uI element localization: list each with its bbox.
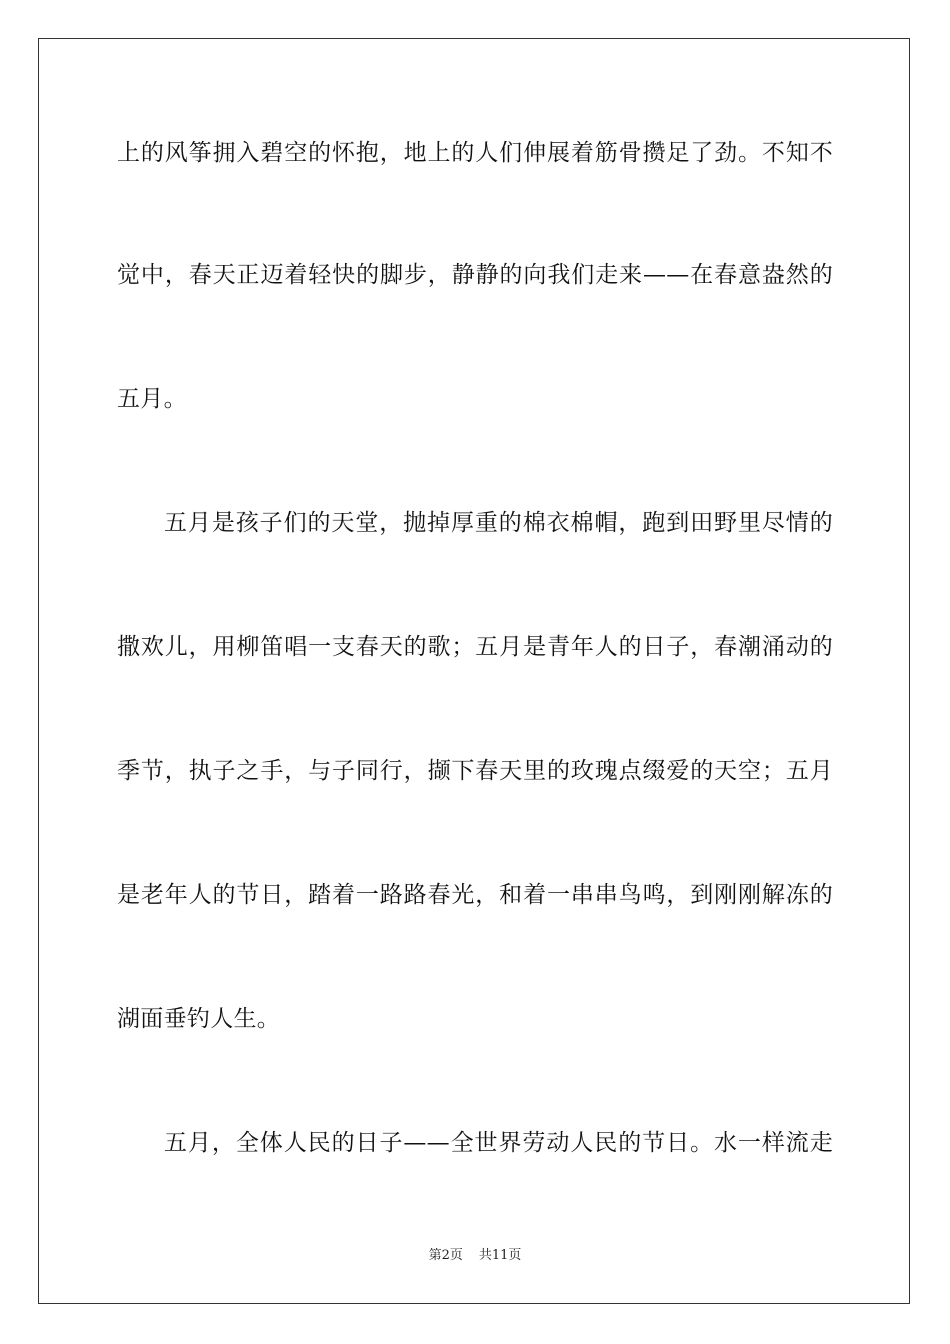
page-footer: [0, 1247, 950, 1265]
current-page-label: 第2页: [428, 1248, 463, 1263]
text-line: 觉中，春天正迈着轻快的脚步，静静的向我们走来——在春意盎然的: [117, 262, 833, 288]
text-line: 上的风筝拥入碧空的怀抱，地上的人们伸展着筋骨攒足了劲。不知不: [117, 140, 833, 166]
text-line: 季节，执子之手，与子同行，撷下春天里的玫瑰点缀爱的天空；五月: [117, 758, 833, 784]
text-line: 湖面垂钓人生。: [117, 1006, 281, 1032]
text-line: 五月。: [117, 386, 187, 412]
text-line: 是老年人的节日，踏着一路路春光，和着一串串鸟鸣，到刚刚解冻的: [117, 882, 833, 908]
paragraph-start-line: 五月是孩子们的天堂，抛掉厚重的棉衣棉帽，跑到田野里尽情的: [164, 510, 833, 536]
paragraph-start-line: 五月，全体人民的日子——全世界劳动人民的节日。水一样流走: [164, 1130, 833, 1156]
total-pages-label: 共11页: [478, 1248, 522, 1263]
page-border: [38, 38, 910, 1304]
text-line: 撒欢儿，用柳笛唱一支春天的歌；五月是青年人的日子，春潮涌动的: [117, 634, 833, 660]
